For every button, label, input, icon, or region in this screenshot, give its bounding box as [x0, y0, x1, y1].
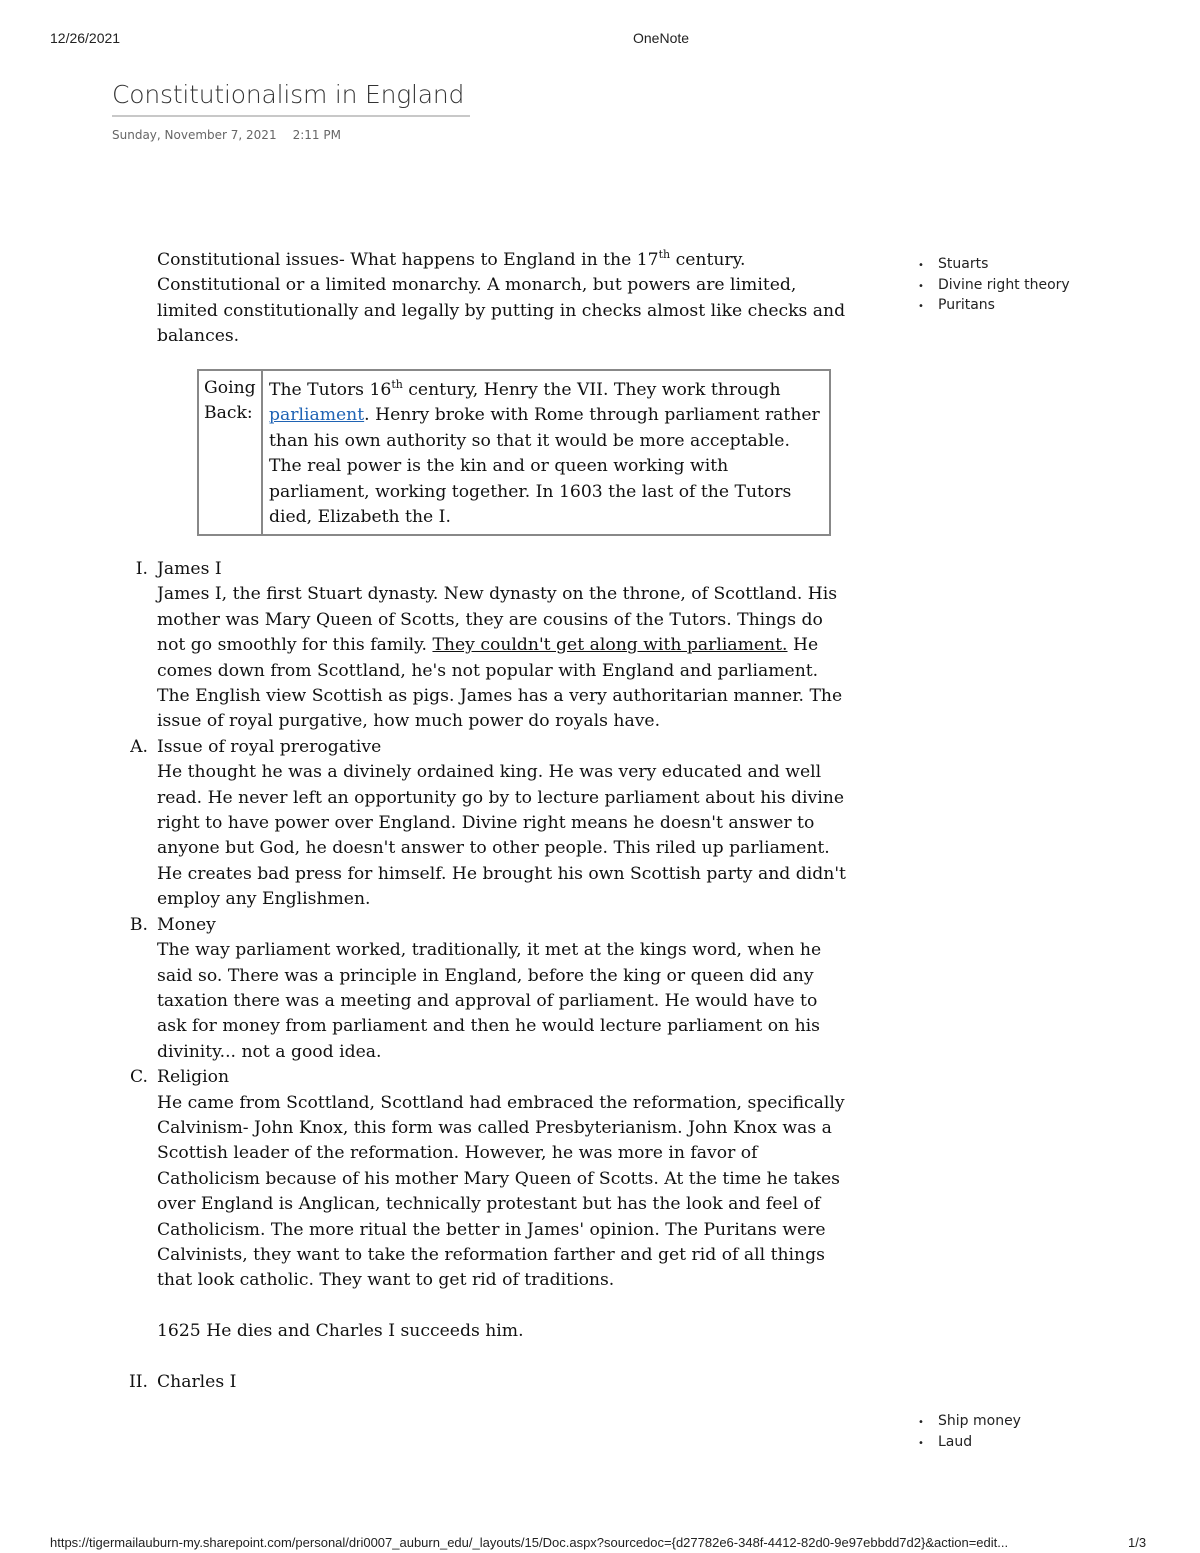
bullet-icon: •: [918, 1437, 924, 1449]
sub-text: The way parliament worked, traditionally, it met at the kings word, when he said so. There was a principle in England, before the king or queen did any taxation there was a meeting and approval of parliament. He would have to ask for money from parliament and then he would lecture parliament on his divinity... not a good idea.: [157, 940, 822, 1062]
bullet-icon: •: [918, 301, 924, 312]
title-underline: [112, 115, 470, 117]
bullet-icon: •: [918, 260, 924, 271]
outline-marker: I.: [135, 559, 148, 579]
page-time: 2:11 PM: [292, 128, 341, 142]
page-timestamp: [112, 128, 341, 142]
sidebar-note: [918, 1432, 1021, 1453]
intro-paragraph: Constitutional issues- What happens to England in the 17th century. Constitutional or a limited monarchy. A monarch, but powers are limited, limited constitutionally and legally by putting in checks almost like checks and balances.: [157, 248, 846, 347]
outline-marker: II.: [128, 1371, 148, 1392]
sidebar-note-text: Puritans: [938, 297, 995, 313]
underlined-text: They couldn't get along with parliament.: [432, 635, 788, 656]
print-app-name: OneNote: [633, 30, 690, 46]
section-heading: James I: [157, 559, 222, 579]
outline-marker: C.: [129, 1067, 148, 1088]
blank-line: [157, 1345, 847, 1370]
outline[interactable]: [128, 557, 847, 1395]
sub-heading: Money: [157, 914, 216, 935]
intro-block[interactable]: [157, 248, 847, 350]
outline-marker: B.: [129, 914, 148, 935]
sidebar-note: [918, 1411, 1021, 1432]
sidebar-note-text: Stuarts: [938, 256, 989, 272]
outline-section-charles: [128, 1370, 847, 1395]
sub-heading: Religion: [157, 1067, 230, 1088]
bullet-icon: •: [918, 1417, 924, 1428]
sub-text: He thought he was a divinely ordained king. He was very educated and well read. He never left an opportunity go by to lecture parliament about his divine right to have power over England. Divine right means he doesn't answer to anyone but God, he doesn't answer to other people. This riled up parliament. He creates bad press for himself. He brought his own Scottish party and didn't employ any Englishmen.: [157, 762, 846, 910]
blank-line: [157, 1294, 847, 1319]
outline-marker: A.: [130, 736, 148, 757]
bullet-icon: •: [918, 280, 924, 292]
section-heading: Charles I: [157, 1371, 237, 1392]
section-text: James I, the first Stuart dynasty. New dynasty on the throne, of Scottland. His mother was Mary Queen of Scotts, they are cousins of the Tutors. Things do not go smoothly for this family. They couldn't get along with parliament. He comes down from Scottland, he's not popular with England and parliament. The English view Scottish as pigs. James has a very authoritarian manner. The issue of royal purgative, how much power do royals have.: [157, 584, 843, 732]
sidebar-note-text: Ship money: [938, 1413, 1021, 1429]
print-date: 12/26/2021: [50, 30, 121, 46]
outline-sub-prerogative: [130, 735, 847, 913]
sidebar-notes-top: [918, 254, 1070, 316]
sidebar-note: [918, 254, 1070, 275]
print-page-number: 1/3: [1128, 1535, 1147, 1550]
sidebar-note: [918, 295, 1070, 316]
print-url: https://tigermailauburn-my.sharepoint.com/personal/dri0007_auburn_edu/_layouts/15/Doc.aspx?sourcedoc={d27782e6-348f-4412-82d0-9e97ebbdd7d2}&action=edit...: [50, 1535, 1009, 1550]
outline-sub-money: [129, 913, 847, 1065]
parliament-link[interactable]: parliament: [269, 405, 365, 426]
going-back-label: Going Back:: [199, 371, 263, 534]
sub-text: He came from Scottland, Scottland had embraced the reformation, specifically Calvinism- John Knox, this form was called Presbyterianism. John Knox was a Scottish leader of the reformation. However, he was more in favor of Catholicism because of his mother Mary Queen of Scotts. At the time he takes over England is Anglican, technically protestant but has the look and feel of Catholicism. The more ritual the better in James' opinion. The Puritans were Calvinists, they want to take the reformation farther and get rid of all things that look catholic. They want to get rid of traditions.: [157, 1092, 845, 1291]
sidebar-note-text: Divine right theory: [938, 276, 1070, 293]
sidebar-note-text: Laud: [938, 1433, 973, 1450]
sidebar-note: [918, 275, 1070, 296]
sub-heading: Issue of royal prerogative: [157, 736, 382, 757]
going-back-text: The Tutors 16th century, Henry the VII. They work through parliament. Henry broke with Rome through parliament rather than his own authority so that it would be more acceptable. The real power is the kin and or queen working with parliament, working together. In 1603 the last of the Tutors died, Elizabeth the I.: [269, 378, 820, 528]
sidebar-notes-bottom: [918, 1411, 1021, 1452]
page-date: Sunday, November 7, 2021: [112, 128, 277, 142]
going-back-table[interactable]: [197, 369, 831, 536]
outline-section-james: [135, 557, 847, 735]
outline-sub-religion: [129, 1065, 847, 1294]
succession-note: 1625 He dies and Charles I succeeds him.: [157, 1321, 524, 1342]
page-title[interactable]: Constitutionalism in England: [112, 80, 465, 109]
